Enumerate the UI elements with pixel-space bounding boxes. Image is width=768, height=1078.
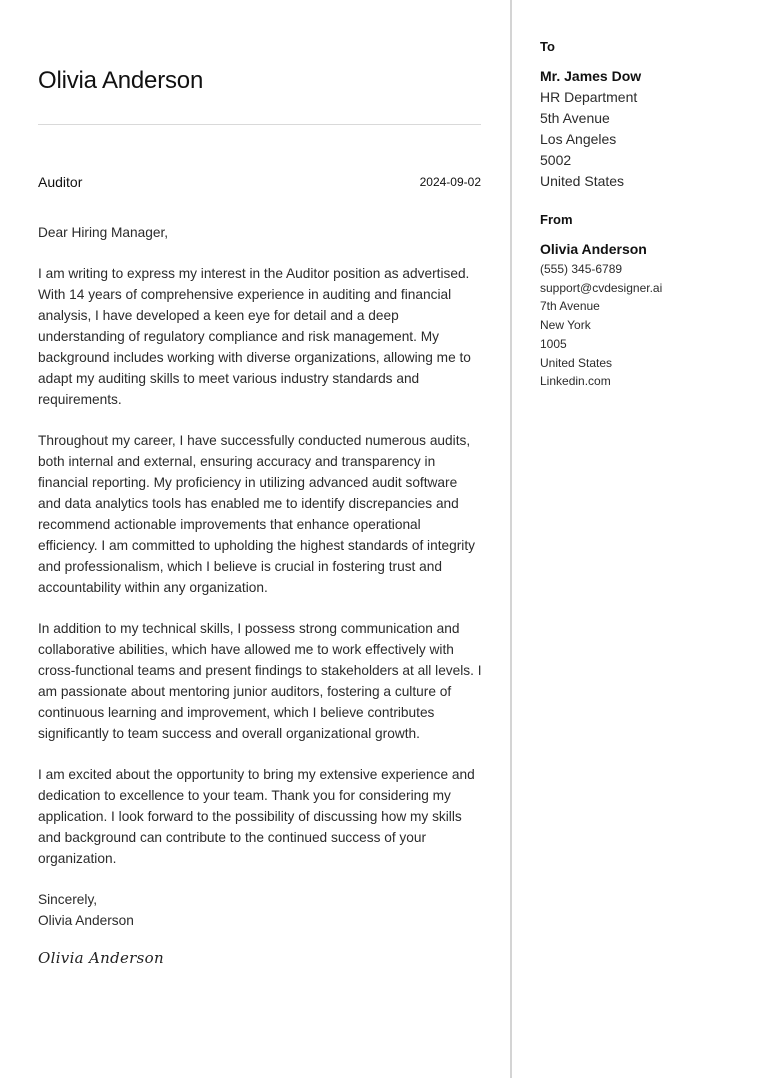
closing-name: Olivia Anderson: [38, 913, 134, 928]
letter-paragraph-3: In addition to my technical skills, I possess strong communication and collaborative abilities, which have allowed me to work effectively with cross-functional teams and present findings to stakeholders at all levels. I am passionate about mentoring junior auditors, fostering a culture of continuous learning and improvement, which I believe contributes significantly to team success and overall organizational growth.: [38, 621, 482, 741]
letter-date: 2024-09-02: [419, 175, 481, 189]
column-divider: [510, 0, 512, 1078]
letter-body: [38, 222, 482, 969]
recipient-name: Mr. James Dow: [540, 68, 642, 84]
recipient-city: Los Angeles: [540, 131, 617, 147]
sender-block: [540, 239, 662, 391]
handwritten-signature: Olivia Anderson: [38, 949, 164, 967]
job-date-row: [38, 173, 481, 191]
sender-country: United States: [540, 355, 613, 370]
to-label: To: [540, 39, 555, 54]
sender-email: support@cvdesigner.ai: [540, 280, 663, 295]
sender-name: Olivia Anderson: [540, 241, 647, 257]
closing: Sincerely,: [38, 892, 98, 907]
recipient-zip: 5002: [540, 152, 572, 168]
letter-paragraph-2: Throughout my career, I have successfully conducted numerous audits, both internal and external, ensuring accuracy and transparency in financial reporting. My proficiency in utilizing advanced audit software and data analytics tools has enabled me to identify discrepancies and recommend actionable improvements that enhance operational efficiency. I am committed to upholding the highest standards of integrity and professionalism, which I believe is crucial in fostering trust and accountability within any organization.: [38, 433, 475, 595]
sender-street: 7th Avenue: [540, 299, 600, 314]
letter-paragraph-4: I am excited about the opportunity to bring my extensive experience and dedication to excellence to your team. Thank you for considering my application. I look forward to the possibility of discussing how my skills and background can contribute to the continued success of your organization.: [38, 767, 475, 866]
salutation: Dear Hiring Manager,: [38, 225, 169, 240]
applicant-name-heading: Olivia Anderson: [38, 67, 204, 94]
from-label: From: [540, 212, 573, 227]
recipient-street: 5th Avenue: [540, 110, 610, 126]
sender-zip: 1005: [540, 336, 567, 351]
recipient-country: United States: [540, 173, 625, 189]
letter-paragraph-1: I am writing to express my interest in the Auditor position as advertised. With 14 years of comprehensive experience in auditing and financial analysis, I have developed a keen eye for detail and a deep understanding of regulatory compliance and risk management. My background includes working with diverse organizations, allowing me to adapt my auditing skills to meet various industry standards and requirements.: [38, 266, 471, 407]
sender-city: New York: [540, 318, 591, 333]
header-divider: [38, 124, 481, 125]
job-title: Auditor: [38, 174, 83, 190]
recipient-block: [540, 66, 641, 192]
sender-linkedin: Linkedin.com: [540, 374, 611, 389]
sender-phone: (555) 345-6789: [540, 262, 623, 276]
recipient-department: HR Department: [540, 89, 638, 105]
